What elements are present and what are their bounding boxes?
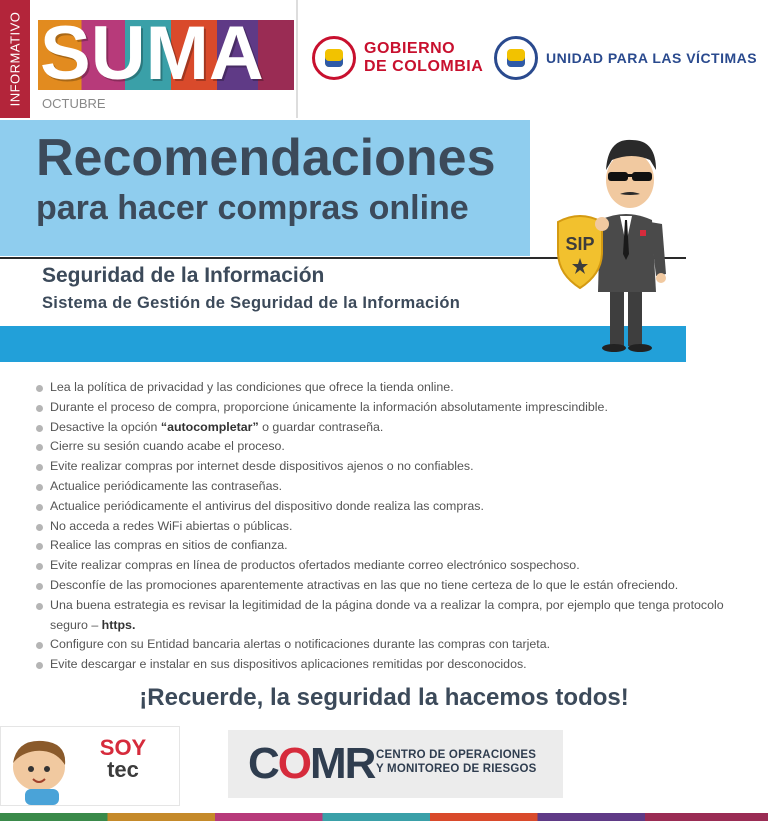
suma-logo xyxy=(0,0,296,120)
unidad-victimas-logo xyxy=(494,36,757,80)
kid-mascot-icon xyxy=(5,733,85,805)
comr-logo xyxy=(228,730,563,798)
unidad-victimas-text: UNIDAD PARA LAS VÍCTIMAS xyxy=(546,50,758,66)
list-item: Evite realizar compras por internet desde dispositivos ajenos o no confiables. xyxy=(36,457,736,477)
informativo-label: INFORMATIVO xyxy=(7,11,23,107)
suma-text: SUMA xyxy=(40,11,264,96)
gobierno-logo xyxy=(312,36,483,80)
list-item: Evite realizar compras en línea de productos ofertados mediante correo electrónico sospechoso. xyxy=(36,556,736,576)
list-item: Realice las compras en sitios de confianza. xyxy=(36,536,736,556)
security-agent-illustration xyxy=(552,124,684,352)
sip-badge-label: SIP xyxy=(565,234,595,254)
comr-line1: CENTRO DE OPERACIONES xyxy=(376,749,537,761)
header-divider xyxy=(296,0,298,118)
list-item: Desconfíe de las promociones aparentemente atractivas en las que no tiene certeza de lo que le están ofreciendo. xyxy=(36,576,736,596)
issue-month: OCTUBRE xyxy=(42,96,106,111)
list-item: Durante el proceso de compra, proporcione únicamente la información absolutamente imprescindible. xyxy=(36,398,736,418)
bottom-color-stripe xyxy=(0,813,768,821)
list-item: Cierre su sesión cuando acabe el proceso. xyxy=(36,437,736,457)
comr-wordmark: COMR xyxy=(248,739,375,788)
closing-motto: ¡Recuerde, la seguridad la hacemos todos! xyxy=(139,684,629,711)
suma-wordmark xyxy=(38,11,266,96)
informativo-tab xyxy=(0,0,30,118)
gobierno-text xyxy=(364,40,483,76)
soytec-logo xyxy=(0,726,180,806)
victimas-seal-icon xyxy=(494,36,538,80)
comr-description xyxy=(376,748,537,776)
section-subtitle: Sistema de Gestión de Seguridad de la Información xyxy=(42,294,461,312)
comr-line2: Y MONITOREO DE RIESGOS xyxy=(376,763,537,775)
gobierno-line2: DE COLOMBIA xyxy=(364,58,484,75)
page-subtitle: para hacer compras online xyxy=(36,189,469,227)
list-item: No acceda a redes WiFi abiertas o públicas. xyxy=(36,517,736,537)
section-title: Seguridad de la Información xyxy=(42,264,325,287)
list-item: Configure con su Entidad bancaria alertas o notificaciones durante las compras con tarjeta. xyxy=(36,635,736,655)
colombia-seal-icon xyxy=(312,36,356,80)
recommendations-list xyxy=(36,378,736,675)
header xyxy=(0,0,768,120)
list-item: Evite descargar e instalar en sus dispositivos aplicaciones remitidas por desconocidos. xyxy=(36,655,736,675)
soy-text: SOY xyxy=(99,735,147,760)
list-item: Desactive la opción “autocompletar” o guardar contraseña. xyxy=(36,418,736,438)
tec-text: tec xyxy=(107,757,139,782)
list-item: Actualice periódicamente el antivirus del dispositivo donde realiza las compras. xyxy=(36,497,736,517)
list-item: Lea la política de privacidad y las condiciones que ofrece la tienda online. xyxy=(36,378,736,398)
page-title: Recomendaciones xyxy=(36,129,496,187)
soytec-wordmark xyxy=(93,737,153,781)
list-item: Actualice periódicamente las contraseñas. xyxy=(36,477,736,497)
list-item: Una buena estrategia es revisar la legitimidad de la página donde va a realizar la compra, por ejemplo que tenga protocolo seguro – https. xyxy=(36,596,736,636)
gobierno-line1: GOBIERNO xyxy=(364,40,456,57)
